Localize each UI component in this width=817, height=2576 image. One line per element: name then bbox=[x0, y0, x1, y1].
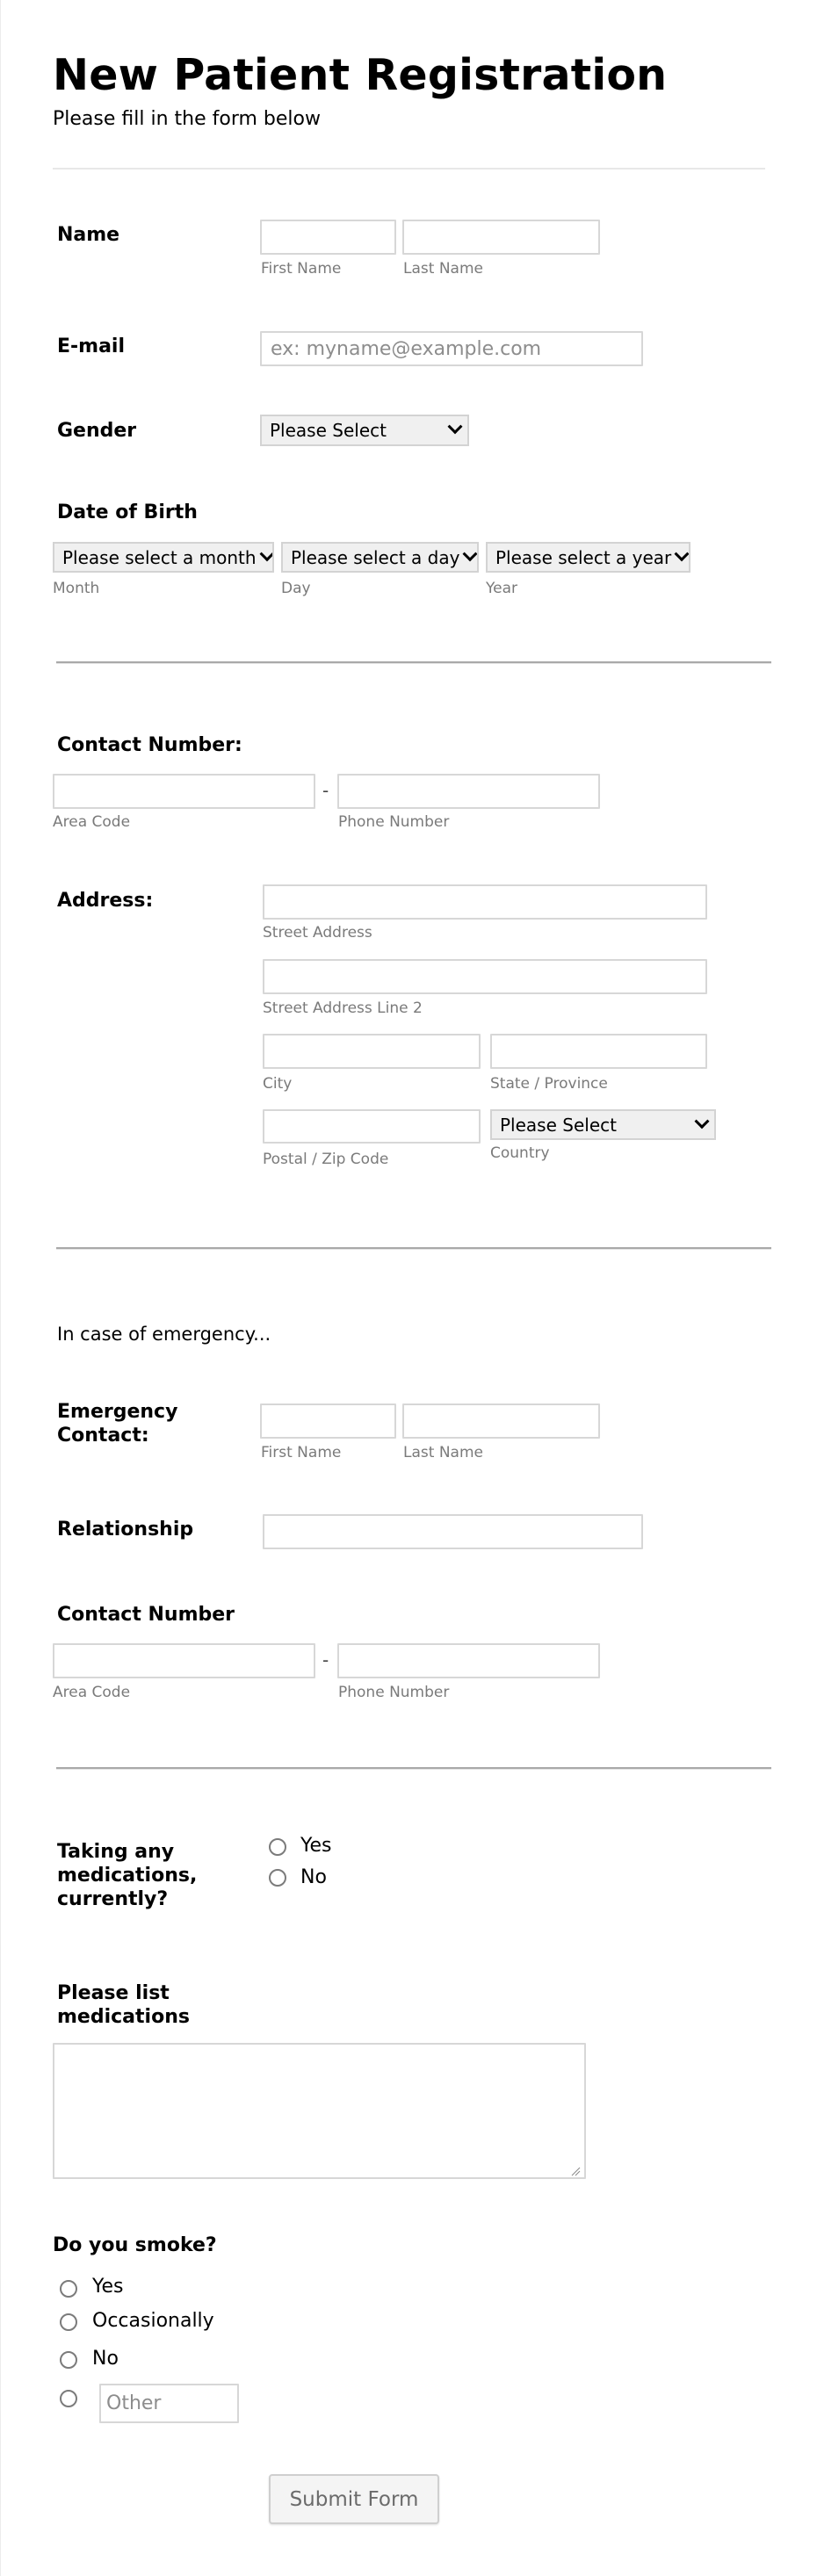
country-select[interactable] bbox=[490, 1109, 716, 1140]
email-label: E-mail bbox=[57, 336, 126, 357]
dob-day-sublabel: Day bbox=[281, 580, 311, 597]
postal-code-sublabel: Postal / Zip Code bbox=[263, 1151, 389, 1168]
country-sublabel: Country bbox=[490, 1144, 550, 1162]
smoke-no-label[interactable]: No bbox=[92, 2348, 119, 2370]
emergency-area-code-input[interactable] bbox=[53, 1643, 315, 1678]
dob-year-sublabel: Year bbox=[486, 580, 517, 597]
smoke-occasionally-label[interactable]: Occasionally bbox=[92, 2310, 214, 2332]
chevron-down-icon bbox=[675, 546, 690, 561]
chevron-down-icon bbox=[695, 1114, 710, 1129]
emergency-contact-label bbox=[57, 1400, 177, 1447]
dob-label: Date of Birth bbox=[57, 501, 198, 523]
medications-no-label[interactable]: No bbox=[300, 1866, 327, 1888]
relationship-label: Relationship bbox=[57, 1519, 194, 1541]
smoke-yes-label[interactable]: Yes bbox=[92, 2276, 124, 2298]
submit-form-button[interactable]: Submit Form bbox=[269, 2474, 439, 2524]
state-province-input[interactable] bbox=[490, 1034, 707, 1069]
resize-grip-icon[interactable] bbox=[570, 2166, 581, 2176]
dob-month-select[interactable] bbox=[53, 542, 274, 573]
medications-no-radio[interactable] bbox=[269, 1869, 286, 1887]
page-title: New Patient Registration bbox=[53, 50, 668, 100]
smoke-label: Do you smoke? bbox=[53, 2234, 217, 2256]
emergency-contact-number-label: Contact Number bbox=[57, 1604, 235, 1626]
gender-select[interactable] bbox=[260, 415, 469, 446]
medications-question-label bbox=[57, 1840, 197, 1911]
emergency-phone-number-input[interactable] bbox=[337, 1643, 600, 1678]
section-divider bbox=[56, 1767, 771, 1770]
dob-month-value: Please select a month bbox=[62, 546, 257, 568]
first-name-sublabel: First Name bbox=[261, 260, 342, 278]
street-address-line2-input[interactable] bbox=[263, 959, 707, 994]
gender-label: Gender bbox=[57, 420, 137, 442]
medications-question-line3: currently? bbox=[57, 1888, 169, 1910]
section-divider bbox=[56, 661, 771, 664]
medications-question-line2: medications, bbox=[57, 1865, 198, 1887]
emergency-first-name-sublabel: First Name bbox=[261, 1444, 342, 1461]
emergency-area-code-sublabel: Area Code bbox=[53, 1684, 131, 1701]
area-code-sublabel: Area Code bbox=[53, 813, 131, 831]
state-province-sublabel: State / Province bbox=[490, 1075, 608, 1093]
smoke-occasionally-radio[interactable] bbox=[60, 2313, 77, 2331]
medications-question-line1: Taking any bbox=[57, 1841, 175, 1863]
city-sublabel: City bbox=[263, 1075, 293, 1093]
header-divider bbox=[53, 168, 765, 170]
street-address-sublabel: Street Address bbox=[263, 924, 372, 942]
address-label: Address: bbox=[57, 890, 154, 912]
area-code-input[interactable] bbox=[53, 774, 315, 809]
list-medications-label bbox=[57, 1981, 190, 2029]
dob-day-select[interactable] bbox=[281, 542, 479, 573]
medications-yes-label[interactable]: Yes bbox=[300, 1835, 332, 1857]
dob-year-value: Please select a year bbox=[495, 546, 672, 568]
gender-select-value: Please Select bbox=[270, 420, 387, 441]
phone-number-sublabel: Phone Number bbox=[338, 813, 450, 831]
list-medications-label-line1: Please list bbox=[57, 1982, 170, 2004]
smoke-other-radio[interactable] bbox=[60, 2390, 77, 2407]
smoke-other-input[interactable] bbox=[99, 2384, 239, 2423]
phone-separator: - bbox=[322, 780, 329, 801]
emergency-contact-label-line2: Contact: bbox=[57, 1425, 149, 1447]
smoke-no-radio[interactable] bbox=[60, 2351, 77, 2369]
name-label: Name bbox=[57, 224, 120, 246]
phone-number-input[interactable] bbox=[337, 774, 600, 809]
chevron-down-icon bbox=[448, 419, 463, 434]
medications-yes-radio[interactable] bbox=[269, 1838, 286, 1856]
page-subtitle: Please fill in the form below bbox=[53, 108, 321, 130]
chevron-down-icon bbox=[259, 546, 274, 561]
first-name-input[interactable] bbox=[260, 220, 396, 255]
last-name-sublabel: Last Name bbox=[403, 260, 483, 278]
street-address-line2-sublabel: Street Address Line 2 bbox=[263, 999, 423, 1017]
emergency-phone-number-sublabel: Phone Number bbox=[338, 1684, 450, 1701]
emergency-first-name-input[interactable] bbox=[260, 1403, 396, 1439]
dob-month-sublabel: Month bbox=[53, 580, 100, 597]
contact-number-label: Contact Number: bbox=[57, 734, 242, 756]
email-input[interactable] bbox=[260, 331, 643, 366]
emergency-last-name-input[interactable] bbox=[402, 1403, 600, 1439]
relationship-input[interactable] bbox=[263, 1514, 643, 1549]
dob-year-select[interactable] bbox=[486, 542, 690, 573]
last-name-input[interactable] bbox=[402, 220, 600, 255]
emergency-contact-label-line1: Emergency bbox=[57, 1401, 178, 1423]
street-address-input[interactable] bbox=[263, 884, 707, 920]
emergency-intro-text: In case of emergency... bbox=[57, 1324, 271, 1345]
chevron-down-icon bbox=[463, 546, 478, 561]
emergency-last-name-sublabel: Last Name bbox=[403, 1444, 483, 1461]
medications-textarea[interactable] bbox=[53, 2043, 586, 2179]
smoke-yes-radio[interactable] bbox=[60, 2280, 77, 2298]
postal-code-input[interactable] bbox=[263, 1109, 481, 1144]
emergency-phone-separator: - bbox=[322, 1649, 329, 1670]
country-select-value: Please Select bbox=[500, 1114, 617, 1136]
city-input[interactable] bbox=[263, 1034, 481, 1069]
dob-day-value: Please select a day bbox=[291, 546, 460, 568]
section-divider bbox=[56, 1247, 771, 1250]
list-medications-label-line2: medications bbox=[57, 2006, 190, 2028]
